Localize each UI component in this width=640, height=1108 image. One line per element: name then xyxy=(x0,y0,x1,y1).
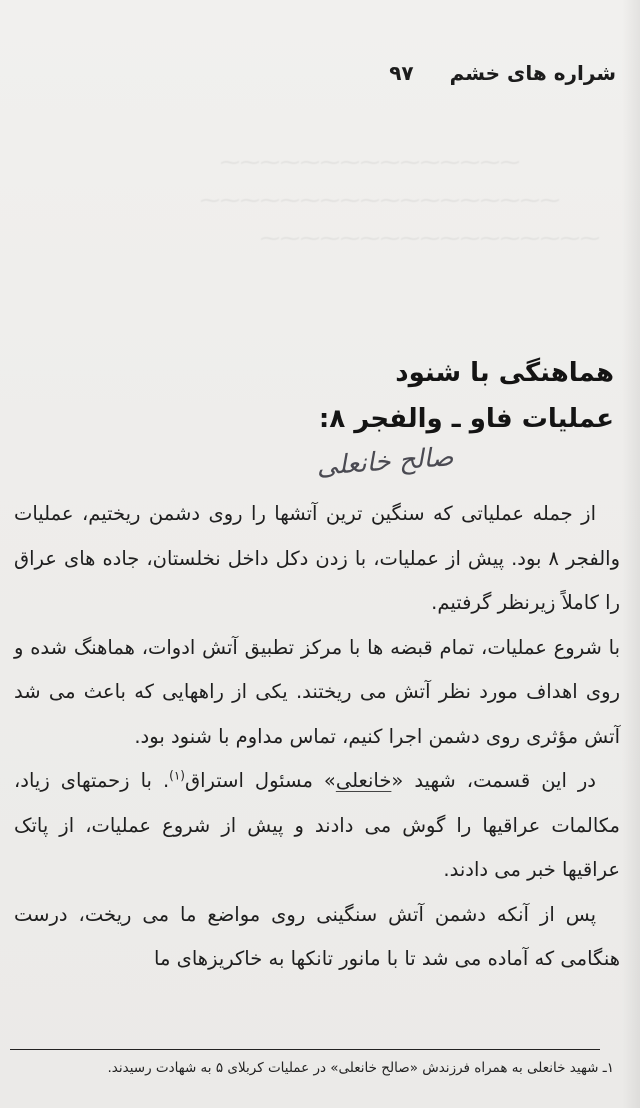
page-number: ۹۷ xyxy=(389,61,414,85)
book-title: شراره های خشم xyxy=(449,61,616,85)
footnote-divider xyxy=(10,1049,600,1050)
handwritten-annotation: صالح خانعلی xyxy=(315,442,455,482)
paragraph-3-end: . با زحمتهای زیاد، مکالمات عراقیها را گوش می دادند و پیش از شروع عملیات، از پاتک عراقیها خبر می دادند. xyxy=(14,769,620,881)
body-text xyxy=(14,492,620,982)
paragraph-2: با شروع عملیات، تمام قبضه ها با مرکز تطبیق آتش ادوات، هماهنگ شده و روی اهداف مورد نظر آتش می ریختند. یکی از راههایی که باعث می شد آتش مؤثری روی دشمن اجرا کنیم، تماس مداوم با شنود بود. xyxy=(14,635,620,748)
heading-line-2: عملیات فاو ـ والفجر ۸: xyxy=(318,404,614,434)
reverse-bleed: ⁓⁓⁓⁓⁓⁓⁓⁓⁓⁓⁓⁓⁓⁓⁓⁓⁓⁓ xyxy=(200,188,560,212)
section-heading xyxy=(319,350,614,442)
reverse-bleed: ⁓⁓⁓⁓⁓⁓⁓⁓⁓⁓⁓⁓⁓⁓⁓ xyxy=(220,150,520,174)
page-edge-shadow xyxy=(622,0,640,1108)
paragraph-1: از جمله عملیاتی که سنگین ترین آتشها را روی دشمن ریختیم، عملیات والفجر ۸ بود. پیش از عملیات، با زدن دکل داخل نخلستان، جاده های عراق را کاملاً زیرنظر گرفتیم. xyxy=(14,502,620,614)
paragraph-3-middle: » مسئول استراق xyxy=(184,769,336,792)
running-header xyxy=(30,56,616,90)
martyr-name: خانعلی xyxy=(335,769,392,792)
footnote: ۱ـ شهید خانعلی به همراه فرزندش «صالح خانعلی» در عملیات کربلای ۵ به شهادت رسیدند. xyxy=(107,1060,614,1076)
paragraph-4: پس از آنکه دشمن آتش سنگینی روی مواضع ما می ریخت، درست هنگامی که آماده می شد تا با مانور تانکها به خاکریزهای ما xyxy=(14,902,620,970)
heading-line-1: هماهنگی با شنود xyxy=(395,358,614,388)
footnote-reference: (۱) xyxy=(169,768,185,783)
reverse-bleed: ⁓⁓⁓⁓⁓⁓⁓⁓⁓⁓⁓⁓⁓⁓⁓⁓⁓ xyxy=(260,226,600,250)
paragraph-3-start: در این قسمت، شهید « xyxy=(391,769,596,792)
paragraph-3 xyxy=(14,759,620,893)
